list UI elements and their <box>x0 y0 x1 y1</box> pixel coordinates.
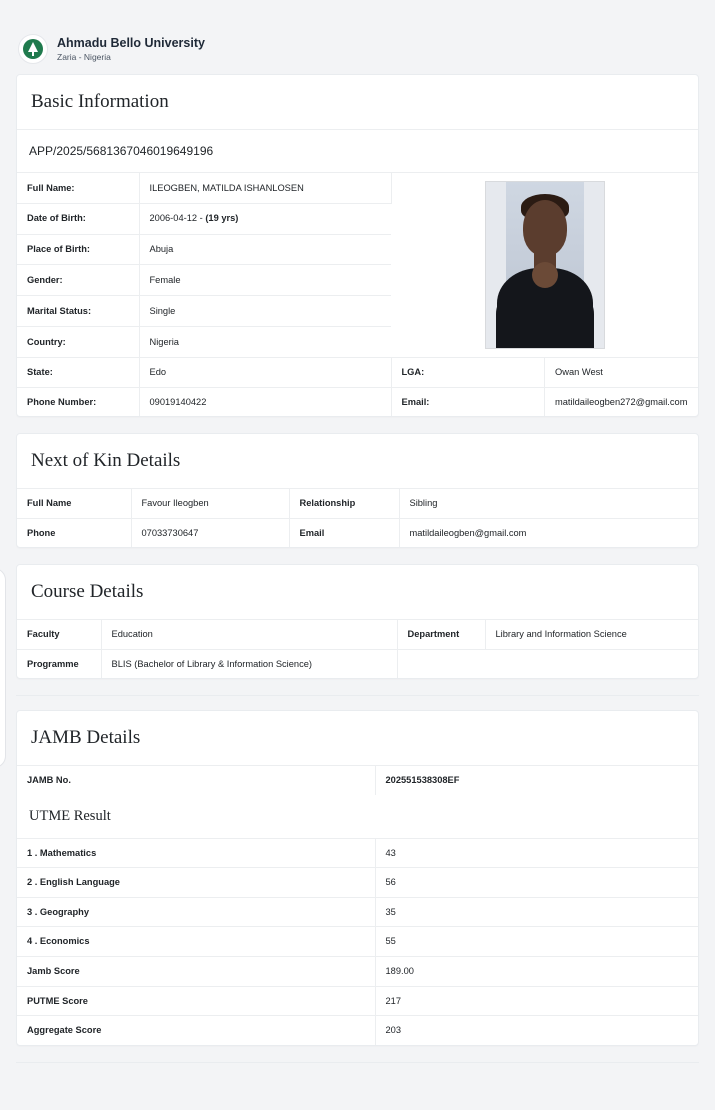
email-label: Email: <box>391 387 545 416</box>
date-of-birth-value <box>139 203 391 234</box>
table-row <box>17 957 698 987</box>
top-spacer <box>0 0 715 26</box>
basic-information-title: Basic Information <box>17 75 698 130</box>
table-row <box>17 868 698 898</box>
nok-email-value: matildaileogben@gmail.com <box>399 518 698 547</box>
university-crest-icon <box>18 34 48 64</box>
nok-phone-value: 07033730647 <box>131 518 289 547</box>
table-row <box>17 649 698 678</box>
nok-phone-label: Phone <box>17 518 131 547</box>
nok-full-name-value: Favour Ileogben <box>131 489 289 518</box>
lga-value: Owan West <box>545 358 699 388</box>
gender-label: Gender: <box>17 265 139 296</box>
jamb-no-value: 202551538308EF <box>385 775 460 786</box>
programme-value: BLIS (Bachelor of Library & Information Science) <box>101 649 397 678</box>
email-value: matildaileogben272@gmail.com <box>545 387 699 416</box>
left-edge-scroll-handle[interactable] <box>0 568 6 768</box>
jamb-details-card <box>16 710 699 1045</box>
next-of-kin-card <box>16 433 699 548</box>
country-label: Country: <box>17 327 139 358</box>
jamb-score-value: 189.00 <box>375 957 698 987</box>
table-row <box>17 387 698 416</box>
phone-number-value: 09019140422 <box>139 387 391 416</box>
nok-relationship-label: Relationship <box>289 489 399 518</box>
department-label: Department <box>397 620 485 649</box>
programme-label: Programme <box>17 649 101 678</box>
subject-4-score: 55 <box>375 927 698 957</box>
table-row <box>17 927 698 957</box>
jamb-no-label: JAMB No. <box>17 766 375 795</box>
table-row <box>17 518 698 547</box>
utme-result-table <box>17 839 698 1045</box>
course-details-table <box>17 620 698 678</box>
applicant-photo-cell <box>391 173 698 358</box>
subject-3-label: 3 . Geography <box>17 897 375 927</box>
course-details-title: Course Details <box>17 565 698 620</box>
subject-4-label: 4 . Economics <box>17 927 375 957</box>
faculty-label: Faculty <box>17 620 101 649</box>
university-name: Ahmadu Bello University <box>57 35 205 50</box>
place-of-birth-label: Place of Birth: <box>17 234 139 265</box>
table-row <box>17 839 698 868</box>
table-row <box>17 1016 698 1045</box>
putme-score-label: PUTME Score <box>17 986 375 1016</box>
next-of-kin-table <box>17 489 698 547</box>
applicant-passport-photo <box>485 181 605 349</box>
table-row <box>17 358 698 388</box>
university-location: Zaria - Nigeria <box>57 52 111 63</box>
phone-number-label: Phone Number: <box>17 387 139 416</box>
subject-2-label: 2 . English Language <box>17 868 375 898</box>
table-row <box>17 766 698 795</box>
dob-date: 2006-04-12 - <box>149 213 206 224</box>
table-row <box>17 986 698 1016</box>
place-of-birth-value: Abuja <box>139 234 391 265</box>
subject-1-label: 1 . Mathematics <box>17 839 375 868</box>
table-row <box>17 489 698 518</box>
faculty-value: Education <box>101 620 397 649</box>
basic-information-table <box>17 173 698 416</box>
subject-3-score: 35 <box>375 897 698 927</box>
lga-label: LGA: <box>391 358 545 388</box>
subject-1-score: 43 <box>385 847 396 858</box>
state-value: Edo <box>139 358 391 388</box>
jamb-number-table <box>17 766 698 795</box>
table-row <box>17 620 698 649</box>
basic-information-card <box>16 74 699 417</box>
marital-status-label: Marital Status: <box>17 296 139 327</box>
gender-value: Female <box>139 265 391 296</box>
full-name-label: Full Name: <box>17 173 139 203</box>
section-divider-bottom <box>16 1062 699 1063</box>
state-label: State: <box>17 358 139 388</box>
subject-2-score: 56 <box>375 868 698 898</box>
utme-result-heading: UTME Result <box>17 795 698 839</box>
country-value: Nigeria <box>139 327 391 358</box>
dob-age: (19 yrs) <box>205 213 239 224</box>
marital-status-value: Single <box>139 296 391 327</box>
nok-full-name-label: Full Name <box>17 489 131 518</box>
application-number: APP/2025/5681367046019649196 <box>17 130 698 173</box>
full-name-value: ILEOGBEN, MATILDA ISHANLOSEN <box>139 173 391 203</box>
aggregate-score-label: Aggregate Score <box>17 1016 375 1045</box>
nok-relationship-value: Sibling <box>409 498 438 509</box>
programme-empty-cell <box>397 649 698 678</box>
department-value: Library and Information Science <box>495 629 627 640</box>
jamb-score-label: Jamb Score <box>17 957 375 987</box>
next-of-kin-title: Next of Kin Details <box>17 434 698 489</box>
date-of-birth-label: Date of Birth: <box>17 203 139 234</box>
table-row <box>17 173 698 203</box>
section-divider <box>16 695 699 696</box>
putme-score-value: 217 <box>375 986 698 1016</box>
course-details-card <box>16 564 699 679</box>
nok-email-label: Email <box>289 518 399 547</box>
aggregate-score-value: 203 <box>375 1016 698 1045</box>
document-header <box>0 26 715 74</box>
table-row <box>17 897 698 927</box>
jamb-details-title: JAMB Details <box>17 711 698 766</box>
